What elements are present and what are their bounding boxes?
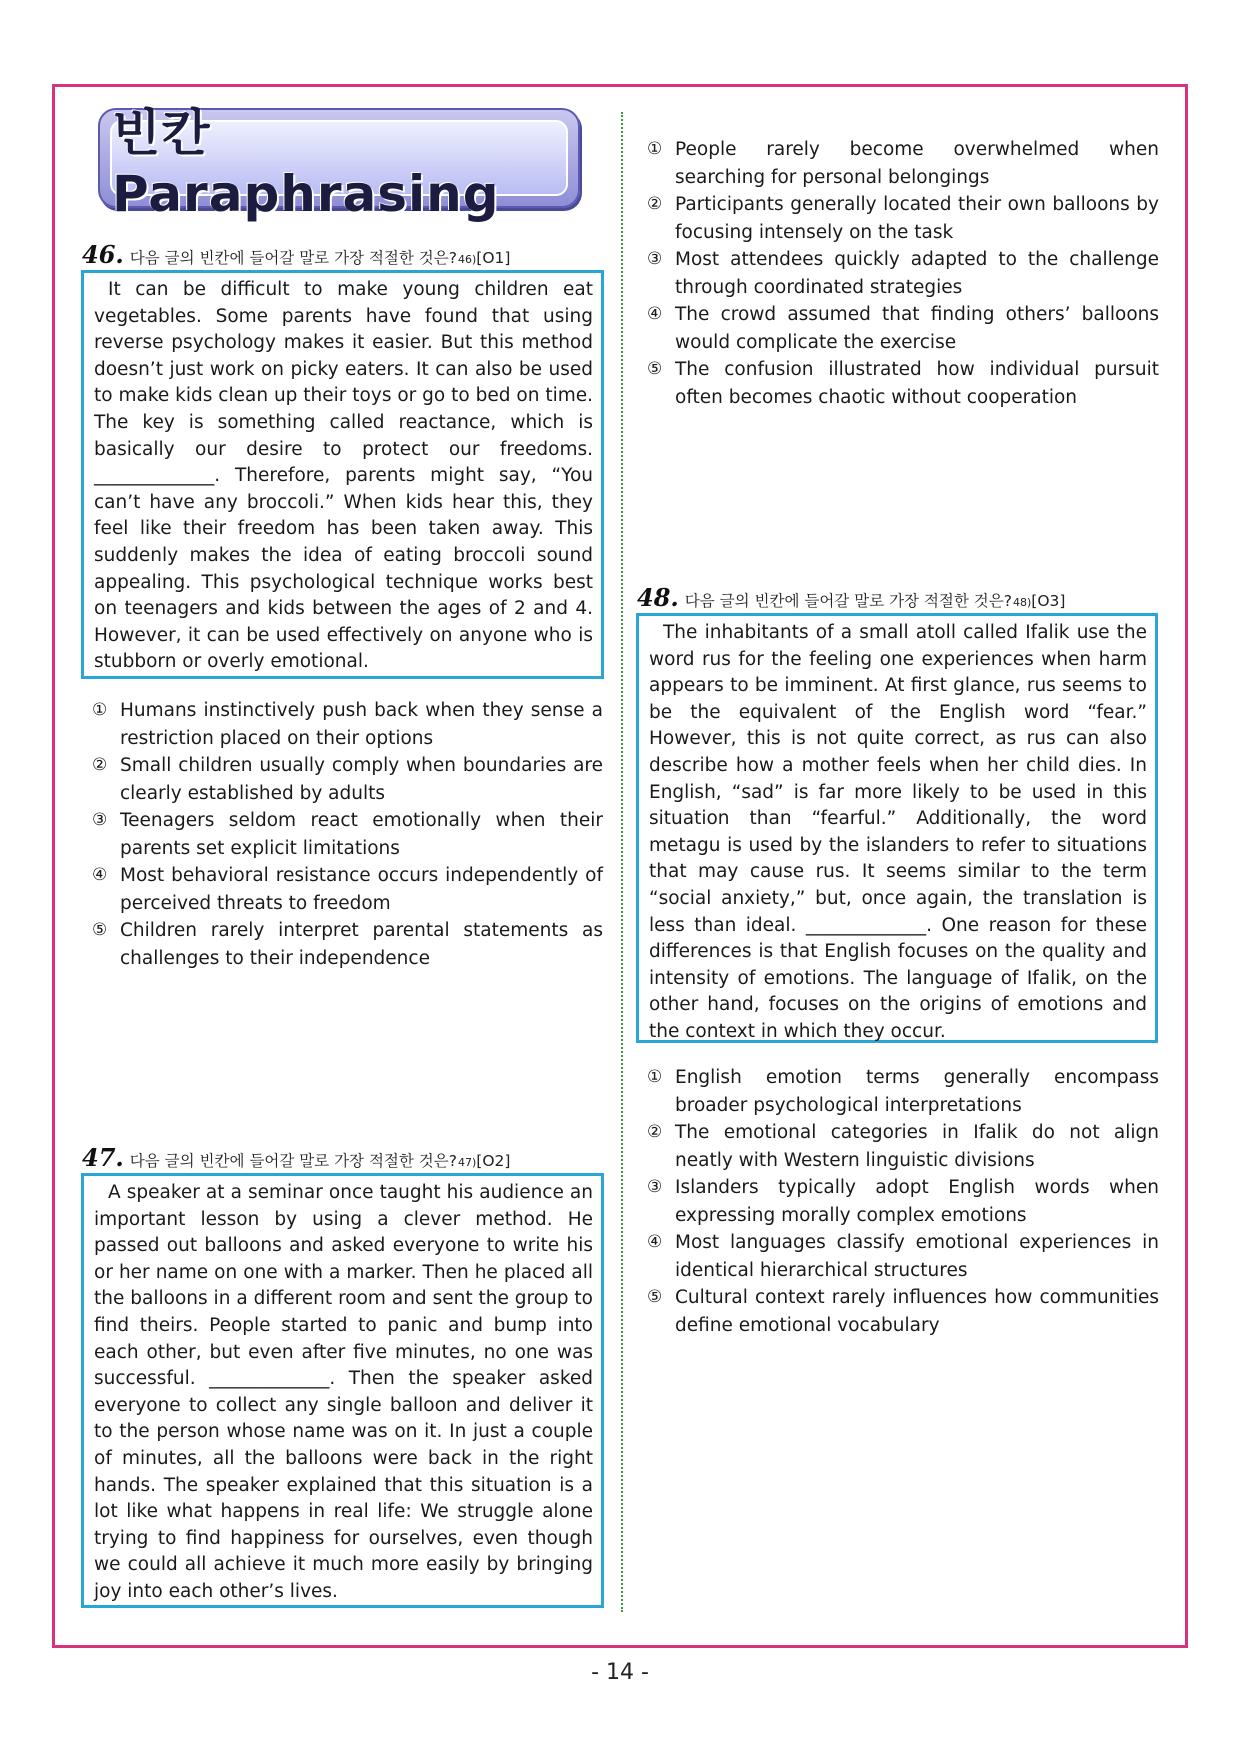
question-48-heading — [637, 583, 1065, 612]
column-divider — [621, 112, 623, 1612]
option[interactable] — [647, 136, 1159, 191]
option-text: Participants generally located their own balloons by focusing intensely on the task — [675, 194, 1159, 243]
option-mark: ⑤ — [647, 1287, 663, 1307]
question-46-heading — [82, 240, 510, 269]
question-prompt: 다음 글의 빈칸에 들어갈 말로 가장 적절한 것은? — [684, 592, 1012, 610]
option-mark: ④ — [647, 304, 663, 324]
option[interactable] — [647, 1174, 1159, 1229]
option-mark: ④ — [647, 1232, 663, 1252]
question-47-options — [647, 136, 1159, 411]
question-46-options — [92, 697, 603, 972]
question-48-options — [647, 1064, 1159, 1339]
option-text: People rarely become overwhelmed when searching for personal belongings — [675, 139, 1159, 188]
option-mark: ① — [647, 139, 663, 159]
question-code: [O2] — [476, 1152, 511, 1170]
option[interactable] — [647, 1229, 1159, 1284]
passage-text: A speaker at a seminar once taught his audience an important lesson by using a clever method. He passed out balloons and asked everyone to write his or her name on one with a marker. Then he placed all the balloons in a different room and sent the group to find theirs. People started to panic and bump into each other, but even after five minutes, no one was successful. _____________. Then the speaker asked everyone to collect any single balloon and deliver it to the person whose name was on it. In just a couple of minutes, all the balloons were back in the right hands. The speaker explained that this situation is a lot like what happens in real life: We struggle alone trying to find happiness for ourselves, even though we could all achieve it much more easily by bringing joy into each other’s lives. — [94, 1182, 593, 1602]
option[interactable] — [92, 807, 603, 862]
option[interactable] — [647, 356, 1159, 411]
option[interactable] — [92, 862, 603, 917]
option-text: The crowd assumed that finding others’ balloons would complicate the exercise — [675, 304, 1159, 353]
option-text: Islanders typically adopt English words when expressing morally complex emotions — [675, 1177, 1159, 1226]
option[interactable] — [647, 1119, 1159, 1174]
option-text: Cultural context rarely influences how communities define emotional vocabulary — [675, 1287, 1159, 1336]
option-mark: ④ — [92, 865, 108, 885]
option-text: English emotion terms generally encompass broader psychological interpretations — [675, 1067, 1159, 1116]
question-number: 46. — [82, 240, 124, 269]
page-title: 빈칸 Paraphrasing — [112, 104, 500, 223]
question-prompt: 다음 글의 빈칸에 들어갈 말로 가장 적절한 것은? — [129, 1152, 457, 1170]
option-mark: ② — [92, 755, 108, 775]
option-mark: ② — [647, 1122, 663, 1142]
option-text: Teenagers seldom react emotionally when their parents set explicit limitations — [120, 810, 603, 859]
question-number: 47. — [82, 1143, 124, 1172]
option[interactable] — [92, 917, 603, 972]
question-prompt: 다음 글의 빈칸에 들어갈 말로 가장 적절한 것은? — [129, 249, 457, 267]
question-ref: 47) — [457, 1156, 477, 1169]
question-ref: 46) — [457, 253, 477, 266]
question-code: [O1] — [476, 249, 511, 267]
option-mark: ① — [647, 1067, 663, 1087]
option[interactable] — [647, 1284, 1159, 1339]
question-number: 48. — [637, 583, 679, 612]
option-text: Humans instinctively push back when they sense a restriction placed on their options — [120, 700, 603, 749]
question-48-passage — [636, 613, 1158, 1043]
option-mark: ⑤ — [647, 359, 663, 379]
option[interactable] — [647, 1064, 1159, 1119]
option-mark: ② — [647, 194, 663, 214]
option-mark: ③ — [647, 249, 663, 269]
option-text: The confusion illustrated how individual pursuit often becomes chaotic without cooperation — [675, 359, 1159, 408]
question-ref: 48) — [1012, 596, 1032, 609]
question-46-passage — [81, 270, 604, 679]
question-47-passage — [81, 1173, 604, 1608]
option[interactable] — [92, 697, 603, 752]
option[interactable] — [647, 191, 1159, 246]
option-text: Most behavioral resistance occurs independently of perceived threats to freedom — [120, 865, 603, 914]
option[interactable] — [92, 752, 603, 807]
option-mark: ⑤ — [92, 920, 108, 940]
option[interactable] — [647, 301, 1159, 356]
option[interactable] — [647, 246, 1159, 301]
passage-text: The inhabitants of a small atoll called Ifalik use the word rus for the feeling one experiences when harm appears to be imminent. At first glance, rus seems to be the equivalent of the English word “fear.” However, this is not quite correct, as rus can also describe how a mother feels when her child dies. In English, “sad” is far more likely to be used in this situation than “fearful.” Additionally, the word metagu is used by the islanders to refer to situations that may cause rus. It seems similar to the term “social anxiety,” but, once again, the translation is less than ideal. _____________. One reason for these differences is that English focuses on the quality and intensity of emotions. The language of Ifalik, on the other hand, focuses on the origins of emotions and the context in which they occur. — [649, 622, 1147, 1042]
option-text: Most attendees quickly adapted to the challenge through coordinated strategies — [675, 249, 1159, 298]
question-code: [O3] — [1031, 592, 1066, 610]
option-text: Small children usually comply when boundaries are clearly established by adults — [120, 755, 603, 804]
option-text: The emotional categories in Ifalik do not align neatly with Western linguistic divisions — [675, 1122, 1159, 1171]
question-47-heading — [82, 1143, 510, 1172]
page-number: - 14 - — [591, 1660, 649, 1685]
title-banner — [98, 104, 580, 223]
option-text: Children rarely interpret parental statements as challenges to their independence — [120, 920, 603, 969]
option-text: Most languages classify emotional experiences in identical hierarchical structures — [675, 1232, 1159, 1281]
option-mark: ① — [92, 700, 108, 720]
option-mark: ③ — [92, 810, 108, 830]
option-mark: ③ — [647, 1177, 663, 1197]
passage-text: It can be difficult to make young children eat vegetables. Some parents have found that using reverse psychology makes it easier. But this method doesn’t just work on picky eaters. It can also be used to make kids clean up their toys or go to bed on time. The key is something called reactance, which is basically our desire to protect our freedoms. _____________. Therefore, parents might say, “You can’t have any broccoli.” When kids hear this, they feel like their freedom has been taken away. This suddenly makes the idea of eating broccoli sound appealing. This psychological technique works best on teenagers and kids between the ages of 2 and 4. However, it can be used effectively on anyone who is stubborn or overly emotional. — [94, 279, 593, 673]
